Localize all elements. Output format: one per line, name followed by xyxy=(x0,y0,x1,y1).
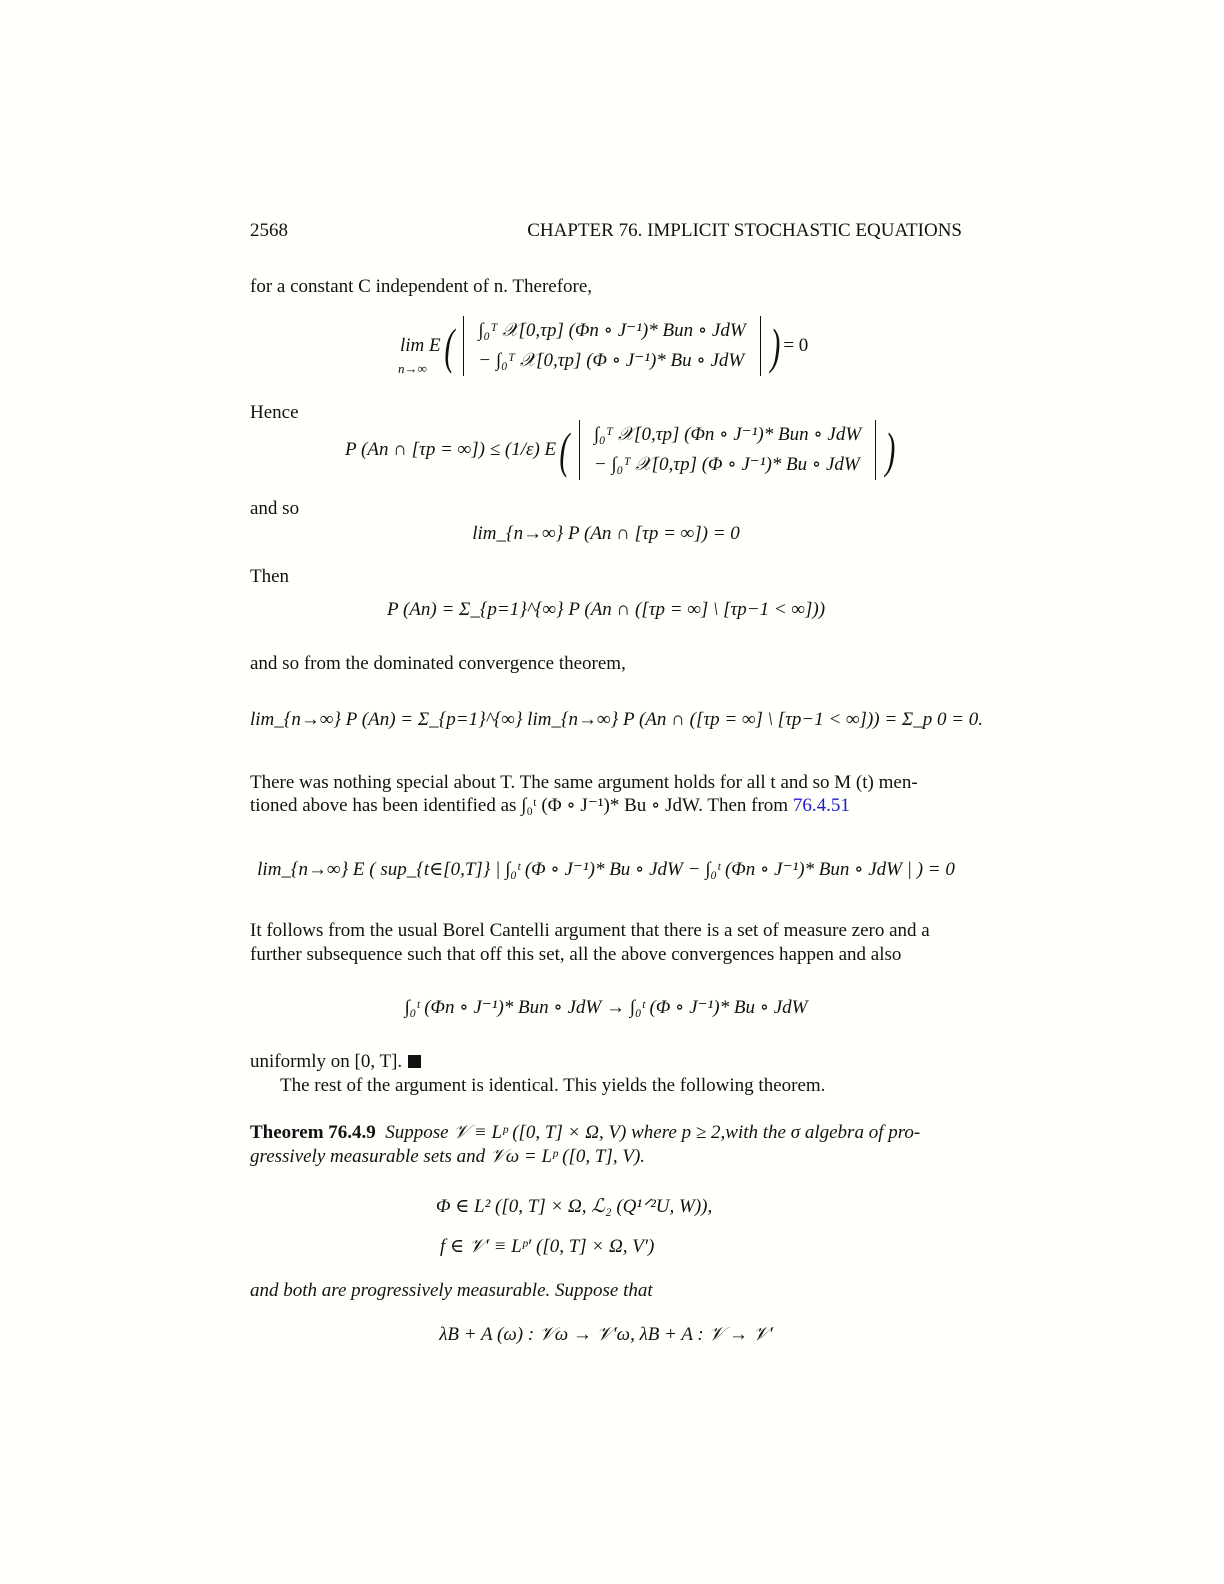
paragraph: and so from the dominated convergence theorem, xyxy=(250,653,626,674)
paragraph xyxy=(250,795,850,817)
equation: ∫₀ᵗ (Φn ∘ J⁻¹)* Bun ∘ JdW → ∫₀ᵗ (Φ ∘ J⁻¹)* Bu ∘ JdW xyxy=(404,997,808,1018)
eq-row: − ∫₀ᵀ 𝒳[0,τp] (Φ ∘ J⁻¹)* Bu ∘ JdW xyxy=(478,350,745,371)
text: uniformly on [0, T]. xyxy=(250,1051,403,1072)
eq-subscript: n→∞ xyxy=(398,361,427,376)
equation-reference-link[interactable]: 76.4.51 xyxy=(792,795,850,816)
eq-row: − ∫₀ᵀ 𝒳[0,τp] (Φ ∘ J⁻¹)* Bu ∘ JdW xyxy=(593,454,860,475)
eq-row: ∫₀ᵀ 𝒳[0,τp] (Φn ∘ J⁻¹)* Bun ∘ JdW xyxy=(593,424,862,445)
equation: λB + A (ω) : 𝒱ω → 𝒱′ω, λB + A : 𝒱 → 𝒱′ xyxy=(439,1324,773,1345)
paragraph: and so xyxy=(250,498,300,519)
paren-right: ) xyxy=(769,318,780,374)
equation-row: f ∈ 𝒱′ ≡ Lᵖ′ ([0, T] × Ω, V′) xyxy=(440,1236,655,1257)
paragraph: for a constant C independent of n. Therefore, xyxy=(250,276,593,297)
page-number: 2568 xyxy=(250,220,288,241)
equation: lim_{n→∞} P (An ∩ [τp = ∞]) = 0 xyxy=(472,523,740,544)
equation: P (An) = Σ_{p=1}^{∞} P (An ∩ ([τp = ∞] \ [τp−1 < ∞])) xyxy=(386,599,826,620)
eq-row: ∫₀ᵀ 𝒳[0,τp] (Φn ∘ J⁻¹)* Bun ∘ JdW xyxy=(478,320,746,341)
text: tioned above has been identified as ∫₀ᵗ (Φ ∘ J⁻¹)* Bu ∘ JdW. Then from xyxy=(250,795,793,816)
paren-right: ) xyxy=(885,422,896,478)
paragraph: There was nothing special about T. The same argument holds for all t and so M (t) men- xyxy=(250,772,918,793)
theorem-label: Theorem 76.4.9 xyxy=(250,1122,376,1143)
chapter-title: CHAPTER 76. IMPLICIT STOCHASTIC EQUATIONS xyxy=(527,220,962,241)
eq-lhs: P (An ∩ [τp = ∞]) ≤ (1/ε) E xyxy=(345,439,557,460)
paragraph: further subsequence such that off this set, all the above convergences happen and also xyxy=(250,944,902,965)
eq-rhs: = 0 xyxy=(783,335,809,356)
paragraph xyxy=(250,1051,421,1073)
paren-left: ( xyxy=(443,318,454,374)
equation: lim_{n→∞} E ( sup_{t∈[0,T]} | ∫₀ᵗ (Φ ∘ J⁻¹)* Bu ∘ JdW − ∫₀ᵗ (Φn ∘ J⁻¹)* Bun ∘ JdW | ) = 0 xyxy=(257,859,955,880)
theorem-text: and both are progressively measurable. Suppose that xyxy=(250,1280,653,1301)
equation-bound xyxy=(345,420,899,480)
paragraph: It follows from the usual Borel Cantelli argument that there is a set of measure zero and a xyxy=(250,920,930,941)
eq-rows xyxy=(579,420,876,480)
paragraph: Then xyxy=(250,566,290,587)
theorem-text: Suppose 𝒱 ≡ Lᵖ ([0, T] × Ω, V) where p ≥ 2,with the σ algebra of pro- xyxy=(385,1122,921,1143)
qed-square-icon xyxy=(408,1055,421,1068)
equation-limit xyxy=(400,316,808,376)
theorem xyxy=(250,1122,920,1144)
theorem-text: gressively measurable sets and 𝒱ω = Lᵖ ([0, T], V). xyxy=(250,1146,646,1167)
equation: lim_{n→∞} P (An) = Σ_{p=1}^{∞} lim_{n→∞} P (An ∩ ([τp = ∞] \ [τp−1 < ∞])) = Σ_p 0 = 0. xyxy=(250,709,984,730)
paragraph: Hence xyxy=(250,402,299,423)
eq-lhs: lim E xyxy=(400,335,441,356)
paren-left: ( xyxy=(559,422,570,478)
eq-rows xyxy=(463,316,760,376)
equation-row: Φ ∈ L² ([0, T] × Ω, ℒ₂ (Q¹ᐟ²U, W)), xyxy=(436,1196,713,1217)
paragraph: The rest of the argument is identical. This yields the following theorem. xyxy=(280,1075,826,1096)
